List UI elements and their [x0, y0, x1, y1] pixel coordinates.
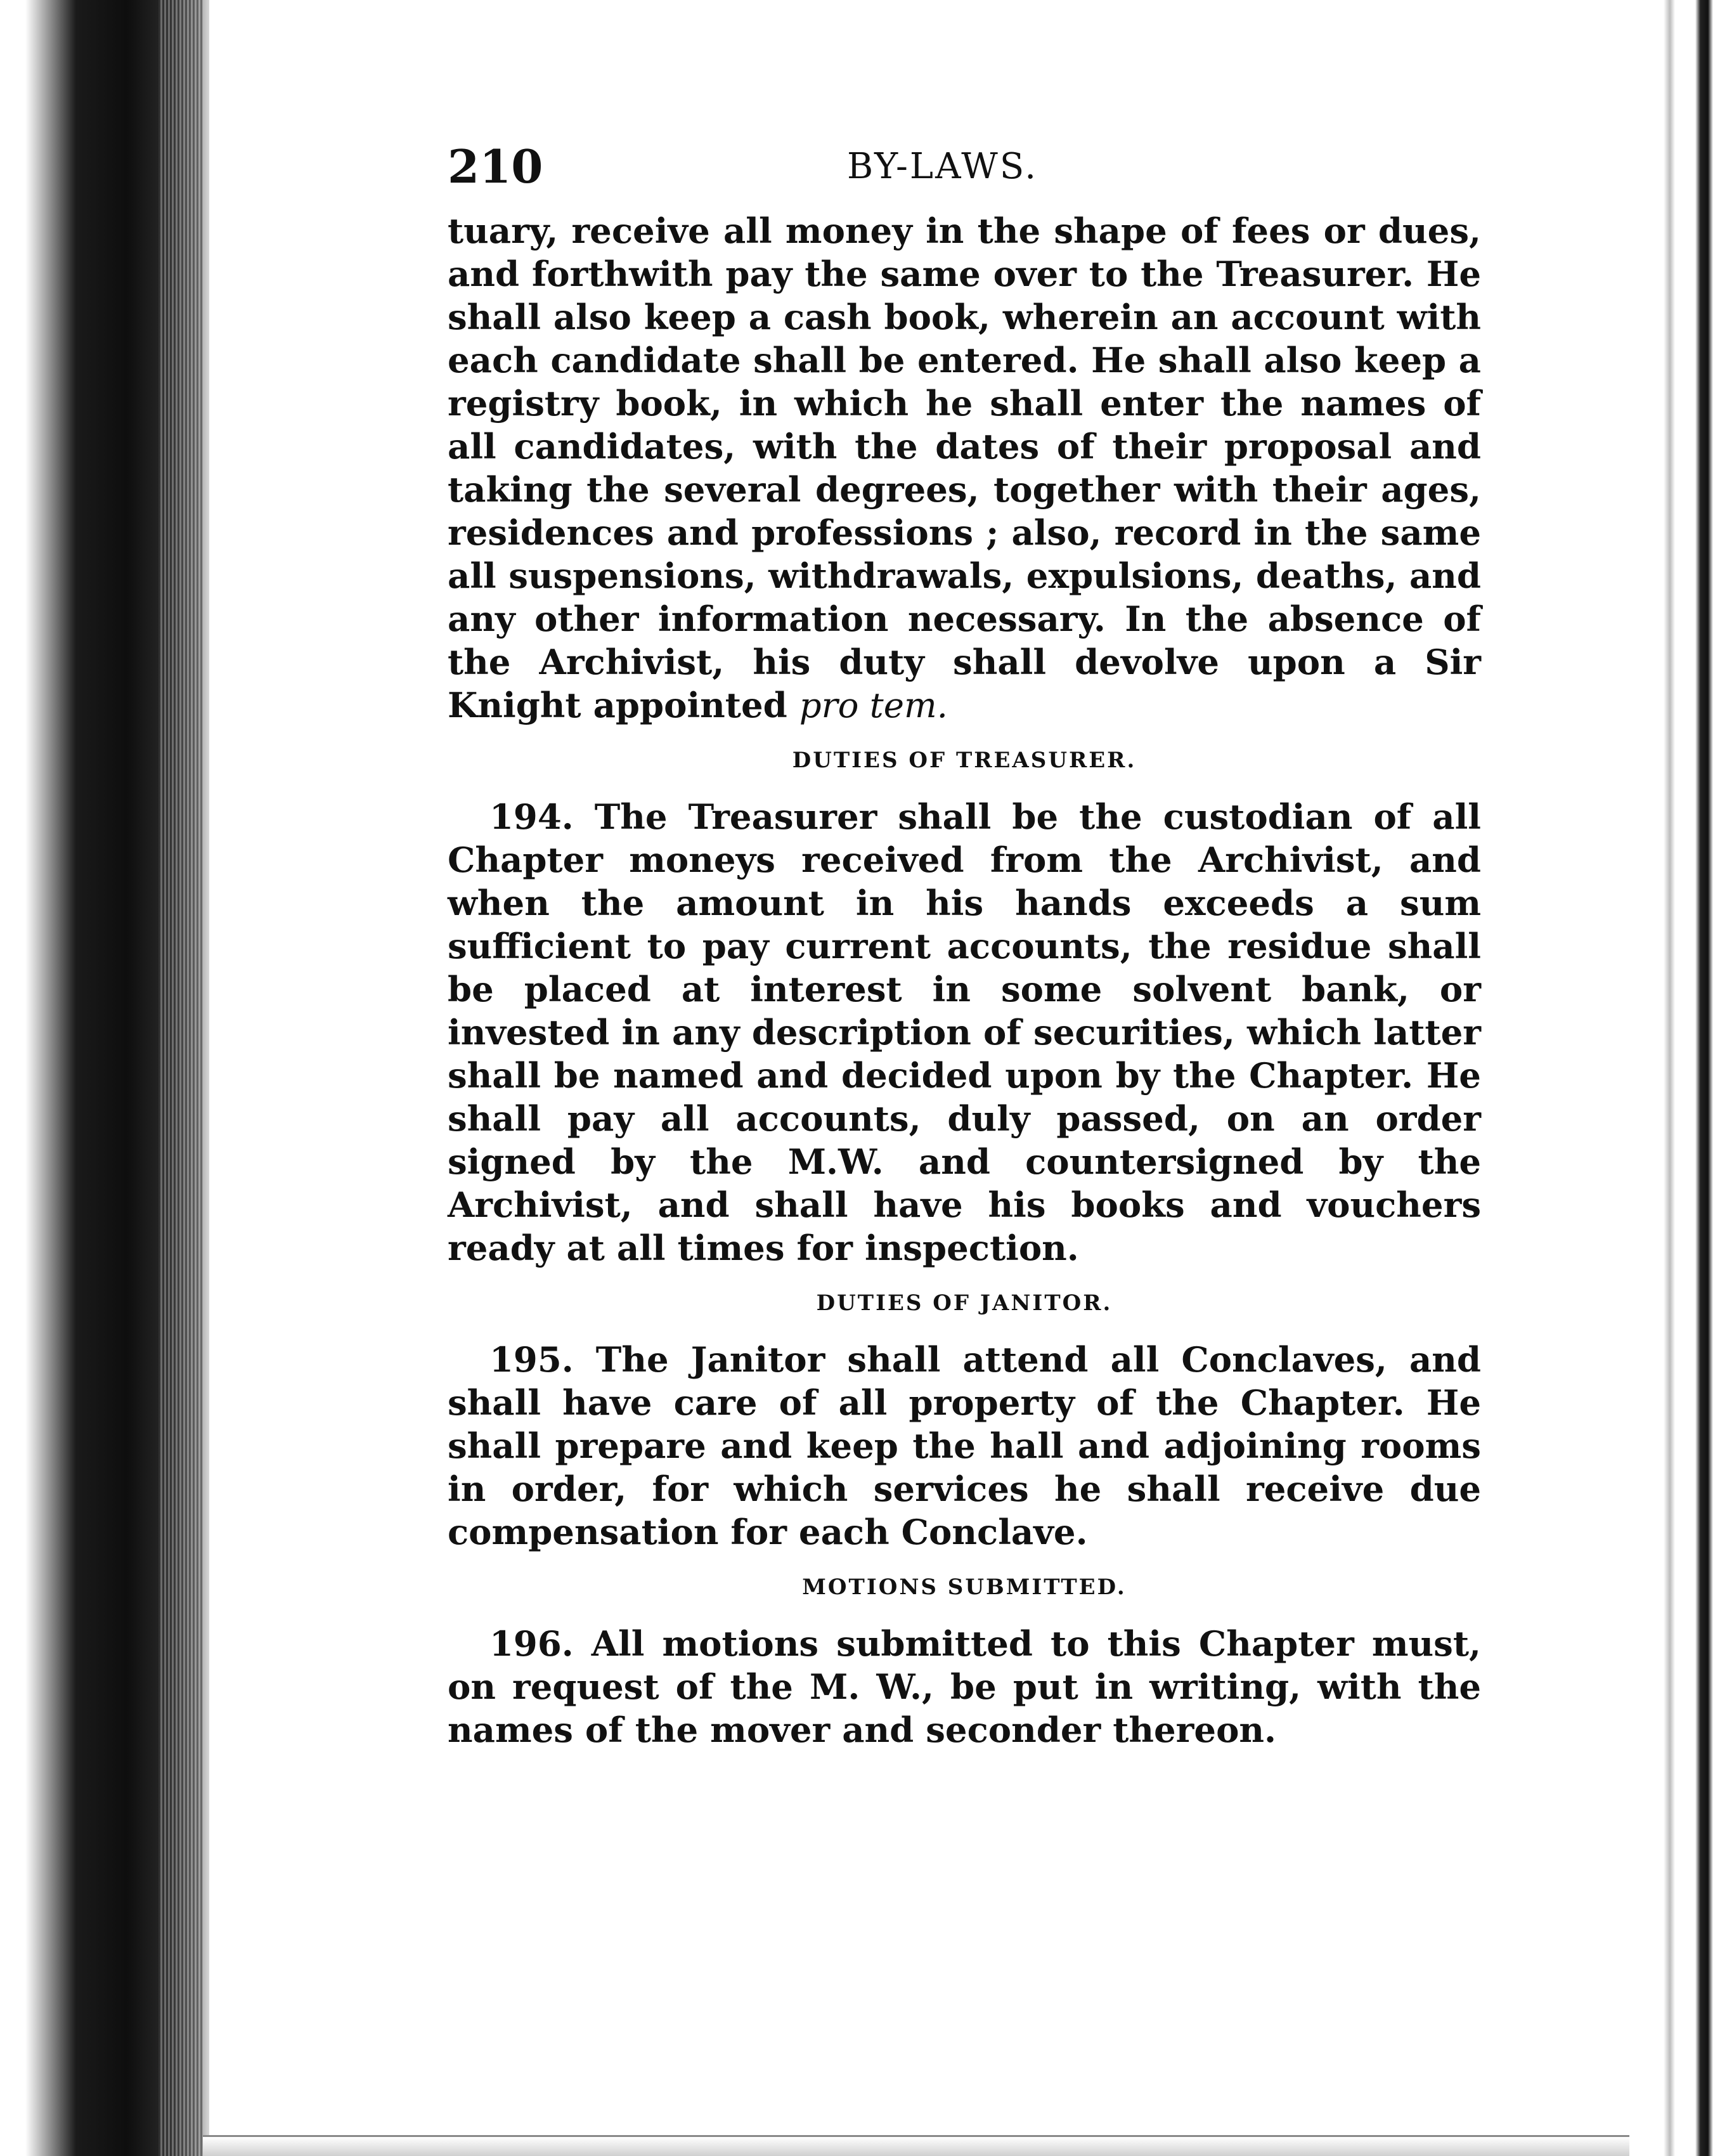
page-number: 210	[448, 140, 543, 193]
continuation-paragraph	[448, 209, 1481, 727]
running-title: BY-LAWS.	[847, 146, 1038, 187]
section-heading-motions: MOTIONS SUBMITTED.	[802, 1575, 1127, 1600]
section-heading-treasurer: DUTIES OF TREASURER.	[792, 748, 1137, 773]
bottom-page-edge	[203, 2135, 1629, 2156]
right-page-edge	[1626, 0, 1727, 2156]
section-paragraph-196: 196. All motions submitted to this Chapter must, on request of the M. W., be put in writing, with the names of the mover and seconder thereon.	[448, 1623, 1481, 1750]
section-heading-janitor: DUTIES OF JANITOR.	[816, 1290, 1113, 1316]
spine-page-edges	[158, 0, 203, 2156]
section-paragraph-195: 195. The Janitor shall attend all Conclaves, and shall have care of all property of the Chapter. He shall prepare and keep the hall and adjoining rooms in order, for which services he shall receive due compensation for each Conclave.	[448, 1339, 1481, 1552]
section-paragraph-194: 194. The Treasurer shall be the custodian of all Chapter moneys received from the Archivist, and when the amount in his hands exceeds a sum sufficient to pay current accounts, the residue shall be placed at interest in some solvent bank, or invested in any description of securities, which latter shall be named and decided upon by the Chapter. He shall pay all accounts, duly passed, on an order signed by the M.W. and countersigned by the Archivist, and shall have his books and vouchers ready at all times for inspection.	[448, 796, 1481, 1268]
page-text-block	[448, 140, 1481, 1751]
running-head	[448, 140, 1481, 209]
continuation-text: tuary, receive all money in the shape of fees or dues, and forthwith pay the same over to the Treasurer. He shall also keep a cash book, wherein an account with each candidate shall be entered. He shall also keep a registry book, in which he shall enter the names of all candidates, with the dates of their proposal and taking the several degrees, together with their ages, residences and professions ; also, record in the same all suspensions, withdrawals, expulsions, deaths, and any other information necessary. In the absence of the Archivist, his duty shall devolve upon a Sir Knight appointed	[448, 211, 1481, 725]
continuation-italic: pro tem.	[799, 685, 948, 725]
